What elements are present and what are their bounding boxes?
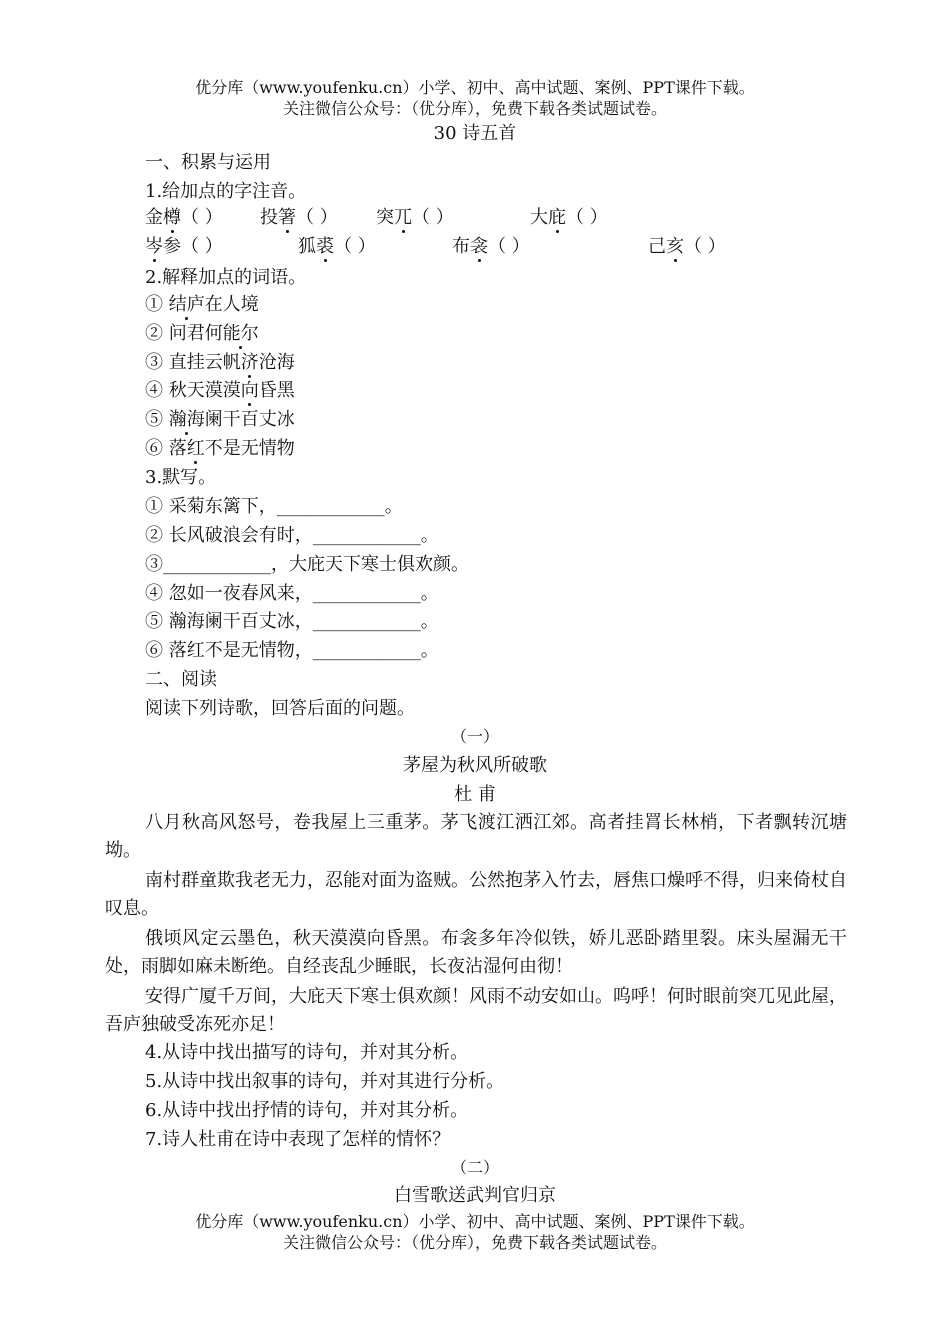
q3-item: ⑤ 瀚海阑干百丈冰，____________。 <box>145 611 439 632</box>
part1-number: （一） <box>450 727 499 746</box>
poem-paragraph: 安得广厦千万间，大庇天下寒士俱欢颜！风雨不动安如山。呜呼！何时眼前突兀见此屋，吾庐独破受冻死亦足！ <box>105 986 847 1035</box>
pinyin-item: 投箸（ ） <box>260 207 338 228</box>
dotted-word: 结庐 <box>168 294 205 315</box>
pinyin-item: 狐裘（ ） <box>298 236 376 257</box>
pinyin-item: 己亥（ ） <box>648 236 726 257</box>
poem1-author: 杜 甫 <box>454 784 496 805</box>
dotted-char: 兀 <box>394 207 412 228</box>
q3-item: ③____________，大庇天下寒士俱欢颜。 <box>145 554 469 575</box>
header-line-1: 优分库（www.youfenku.cn）小学、初中、高中试题、案例、PPT课件下载。 <box>195 78 755 97</box>
q1-label: 1.给加点的字注音。 <box>145 181 307 202</box>
dotted-word: 向 <box>240 380 259 401</box>
question-7: 7.诗人杜甫在诗中表现了怎样的情怀？ <box>145 1129 451 1150</box>
footer-line-2: 关注微信公众号：（优分库），免费下载各类试题试卷。 <box>282 1233 667 1252</box>
pinyin-item: 金樽（ ） <box>145 207 223 228</box>
q3-item: ② 长风破浪会有时，____________。 <box>145 525 439 546</box>
q2-item: ④ 秋天漠漠向昏黑 <box>145 380 295 401</box>
page-title: 30 诗五首 <box>433 123 517 144</box>
q3-label: 3.默写。 <box>145 467 217 488</box>
poem-paragraph: 八月秋高风怒号，卷我屋上三重茅。茅飞渡江洒江郊。高者挂罥长林梢，下者飘转沉塘坳。 <box>105 812 847 861</box>
dotted-word: 济 <box>240 352 259 373</box>
q2-item: ⑥ 落红不是无情物 <box>145 438 295 459</box>
q2-item: ③ 直挂云帆济沧海 <box>145 352 295 373</box>
q3-item: ① 采菊东篱下，____________。 <box>145 496 403 517</box>
footer-line-1: 优分库（www.youfenku.cn）小学、初中、高中试题、案例、PPT课件下载。 <box>195 1212 755 1231</box>
dotted-char: 亥 <box>666 236 684 257</box>
pinyin-item: 突兀（ ） <box>376 207 454 228</box>
dotted-char: 衾 <box>470 236 488 257</box>
pinyin-item: 岑参（ ） <box>145 236 223 257</box>
dotted-char: 庇 <box>548 207 566 228</box>
poem-paragraph: 南村群童欺我老无力，忍能对面为盗贼。公然抱茅入竹去，唇焦口燥呼不得，归来倚杖自叹息。 <box>105 870 847 919</box>
reading-intro: 阅读下列诗歌，回答后面的问题。 <box>145 698 415 719</box>
dotted-word: 瀚海 <box>168 409 205 430</box>
poem2-title: 白雪歌送武判官归京 <box>394 1185 556 1206</box>
question-5: 5.从诗中找出叙事的诗句，并对其进行分析。 <box>145 1071 505 1092</box>
part2-number: （二） <box>450 1158 499 1177</box>
q3-item: ④ 忽如一夜春风来，____________。 <box>145 583 439 604</box>
poem-paragraph: 俄顷风定云墨色，秋天漠漠向昏黑。布衾多年冷似铁，娇儿恶卧踏里裂。床头屋漏无干处，雨脚如麻未断绝。自经丧乱少睡眠，长夜沾湿何由彻！ <box>105 928 847 977</box>
dotted-char: 岑 <box>145 236 163 257</box>
dotted-word: 红 <box>186 438 205 459</box>
q2-item: ⑤ 瀚海阑干百丈冰 <box>145 409 295 430</box>
q3-item: ⑥ 落红不是无情物，____________。 <box>145 640 439 661</box>
dotted-char: 樽 <box>163 207 181 228</box>
q2-item: ② 问君何能尔 <box>145 323 259 344</box>
header-line-2: 关注微信公众号：（优分库），免费下载各类试题试卷。 <box>282 99 667 118</box>
question-4: 4.从诗中找出描写的诗句，并对其分析。 <box>145 1042 469 1063</box>
pinyin-item: 布衾（ ） <box>452 236 530 257</box>
question-6: 6.从诗中找出抒情的诗句，并对其分析。 <box>145 1100 469 1121</box>
poem1-title: 茅屋为秋风所破歌 <box>403 755 547 776</box>
q2-label: 2.解释加点的词语。 <box>145 267 307 288</box>
q2-item: ① 结庐在人境 <box>145 294 259 315</box>
dotted-word: 能尔 <box>222 323 259 344</box>
section2-heading: 二、阅读 <box>145 669 217 690</box>
section1-heading: 一、积累与运用 <box>145 152 271 173</box>
dotted-char: 裘 <box>316 236 334 257</box>
dotted-char: 箸 <box>278 207 296 228</box>
pinyin-item: 大庇（ ） <box>530 207 608 228</box>
